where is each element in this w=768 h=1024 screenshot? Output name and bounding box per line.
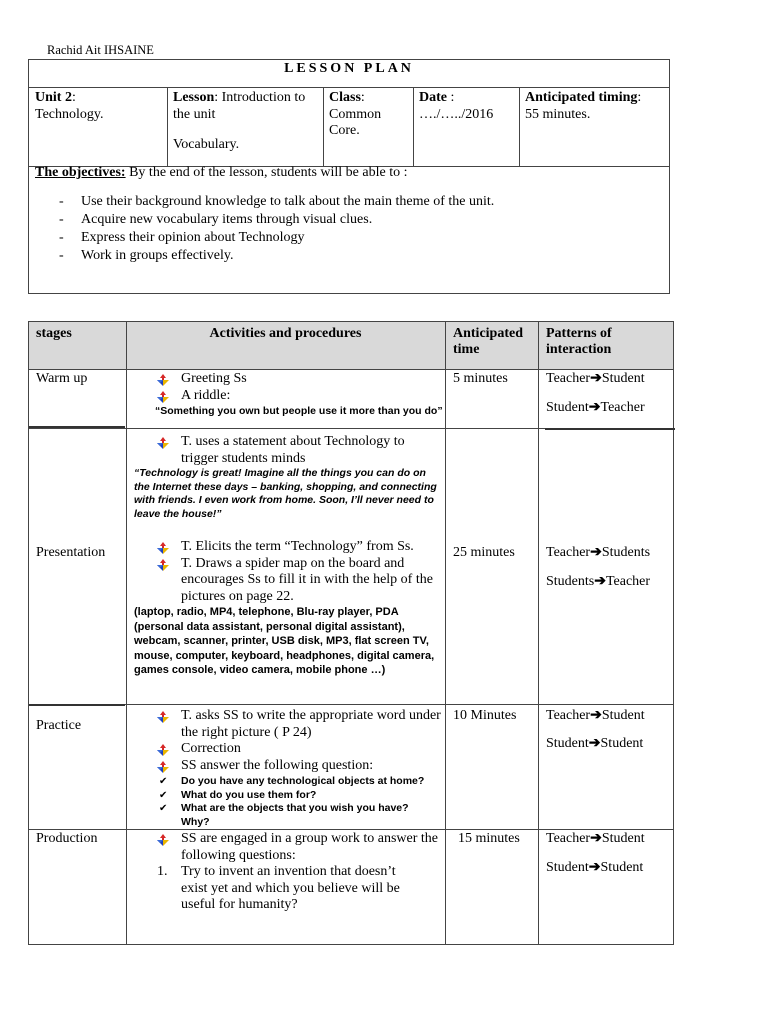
- timing-cell: Anticipated timing: 55 minutes.: [525, 90, 642, 122]
- production-activities: [157, 831, 447, 914]
- class-cell: Class: Common Core.: [323, 88, 413, 166]
- production-pattern-2: Student➔Student: [546, 860, 644, 875]
- list-item: T. Elicits the term “Technology” from Ss.: [157, 539, 443, 556]
- presentation-activities: [134, 434, 443, 678]
- list-item: T. Draws a spider map on the board and encourages Ss to fill it in with the help of the pictures on page 22.: [157, 556, 443, 606]
- objectives-heading: [35, 165, 408, 181]
- practice-pattern-1: Teacher➔Student: [546, 708, 645, 723]
- list-item: Greeting Ss: [157, 371, 443, 388]
- unit-cell: Unit 2: Technology.: [35, 90, 104, 122]
- list-item: Correction: [157, 741, 447, 758]
- presentation-pattern-1: Teacher➔Students: [546, 545, 651, 560]
- page-title: LESSON PLAN: [284, 61, 414, 76]
- list-item: A riddle:: [157, 388, 443, 405]
- objective-item: - Work in groups effectively.: [59, 247, 494, 265]
- stage-practice: Practice: [36, 718, 82, 733]
- production-time: 15 minutes: [458, 831, 520, 846]
- practice-time: 10 Minutes: [453, 708, 517, 723]
- production-pattern-1: Teacher➔Student: [546, 831, 645, 846]
- header-activities: Activities and procedures: [209, 326, 362, 341]
- presentation-pattern-2: Students➔Teacher: [546, 574, 651, 589]
- stage-presentation: Presentation: [36, 545, 106, 560]
- bullet-icon: [157, 744, 169, 756]
- stage-production: Production: [36, 831, 98, 846]
- numbered-item: 1. Try to invent an invention that doesn’t exist yet and which you believe will be useful for humanity?: [157, 864, 400, 912]
- check-item: ✔ What do you use them for?: [157, 789, 447, 803]
- date-value: …./…../2016: [419, 106, 494, 122]
- right-arrow-icon: ➔: [590, 708, 602, 723]
- header-time: Anticipated time: [453, 326, 523, 357]
- check-item: ✔ What are the objects that you wish you have? Why?: [157, 802, 411, 829]
- timing-label: Anticipated timing: [525, 90, 638, 105]
- lesson-value-2: Vocabulary.: [173, 137, 240, 152]
- timing-value: 55 minutes.: [525, 106, 591, 122]
- objectives-label: The objectives:: [35, 165, 126, 180]
- lesson-value: Introduction to the unit: [173, 90, 306, 122]
- objective-item: - Acquire new vocabulary items through visual clues.: [59, 211, 494, 229]
- unit-label: Unit 2: [35, 90, 72, 105]
- practice-pattern-2: Student➔Student: [546, 736, 644, 751]
- riddle-text: “Something you own but people use it more than you do”: [155, 405, 443, 417]
- bullet-icon: [157, 374, 169, 386]
- class-label: Class: [329, 90, 361, 105]
- warmup-pattern-1: Teacher➔Student: [546, 371, 645, 386]
- lesson-cell: Lesson: Introduction to the unit Vocabulary.: [167, 88, 323, 166]
- list-item: SS answer the following question:: [157, 758, 447, 775]
- date-label: Date: [419, 90, 447, 105]
- bullet-icon: [157, 761, 169, 773]
- warmup-pattern-2: Student➔Teacher: [546, 400, 645, 415]
- objective-item: - Use their background knowledge to talk about the main theme of the unit.: [59, 193, 494, 211]
- date-cell: Date : …./…../2016: [419, 90, 494, 122]
- list-item: T. uses a statement about Technology to trigger students minds: [157, 434, 443, 467]
- presentation-time: 25 minutes: [453, 545, 515, 560]
- bullet-icon: [157, 437, 169, 449]
- right-arrow-icon: ➔: [590, 371, 602, 386]
- header-stages: stages: [36, 326, 72, 341]
- class-value: Common Core.: [329, 106, 382, 138]
- bullet-icon: [157, 834, 169, 846]
- right-arrow-icon: ➔: [594, 574, 606, 589]
- right-arrow-icon: ➔: [588, 736, 601, 751]
- header-interaction: Patterns of interaction: [546, 326, 612, 357]
- vocabulary-words: (laptop, radio, MP4, telephone, Blu-ray player, PDA (personal data assistant, personal digital assistant), webcam, scanner, printer, USB disk, MP3, flat screen TV, mouse, computer, keyboard, headphones, digital camera, games console, video camera, mobile phone …): [134, 606, 435, 676]
- stage-warmup: Warm up: [36, 371, 88, 386]
- warmup-time: 5 minutes: [453, 371, 508, 386]
- right-arrow-icon: ➔: [588, 400, 601, 415]
- practice-activities: [157, 708, 447, 829]
- objectives-intro: By the end of the lesson, students will be able to :: [129, 165, 408, 180]
- bullet-icon: [157, 559, 169, 571]
- unit-value: Technology.: [35, 106, 104, 122]
- bullet-icon: [157, 711, 169, 723]
- right-arrow-icon: ➔: [590, 545, 602, 560]
- warmup-activities: [157, 371, 443, 419]
- right-arrow-icon: ➔: [588, 860, 601, 875]
- list-item: SS are engaged in a group work to answer the following questions:: [157, 831, 447, 864]
- technology-quote: “Technology is great! Imagine all the things you can do on the Internet these days – banking, shopping, and connecting with friends. I even work from home. Soon, I’ll never need to leave the house!”: [134, 467, 437, 520]
- procedures-table: [28, 321, 674, 945]
- author-name: Rachid Ait IHSAINE: [47, 43, 154, 57]
- lesson-info-row: [29, 87, 669, 167]
- lesson-label: Lesson: [173, 90, 215, 105]
- right-arrow-icon: ➔: [590, 831, 602, 846]
- check-item: ✔ Do you have any technological objects at home?: [157, 775, 447, 789]
- bullet-icon: [157, 542, 169, 554]
- list-item: T. asks SS to write the appropriate word under the right picture ( P 24): [157, 708, 447, 741]
- bullet-icon: [157, 391, 169, 403]
- objective-item: - Express their opinion about Technology: [59, 229, 494, 247]
- lesson-header-box: [28, 59, 670, 294]
- objectives-list: [59, 193, 494, 265]
